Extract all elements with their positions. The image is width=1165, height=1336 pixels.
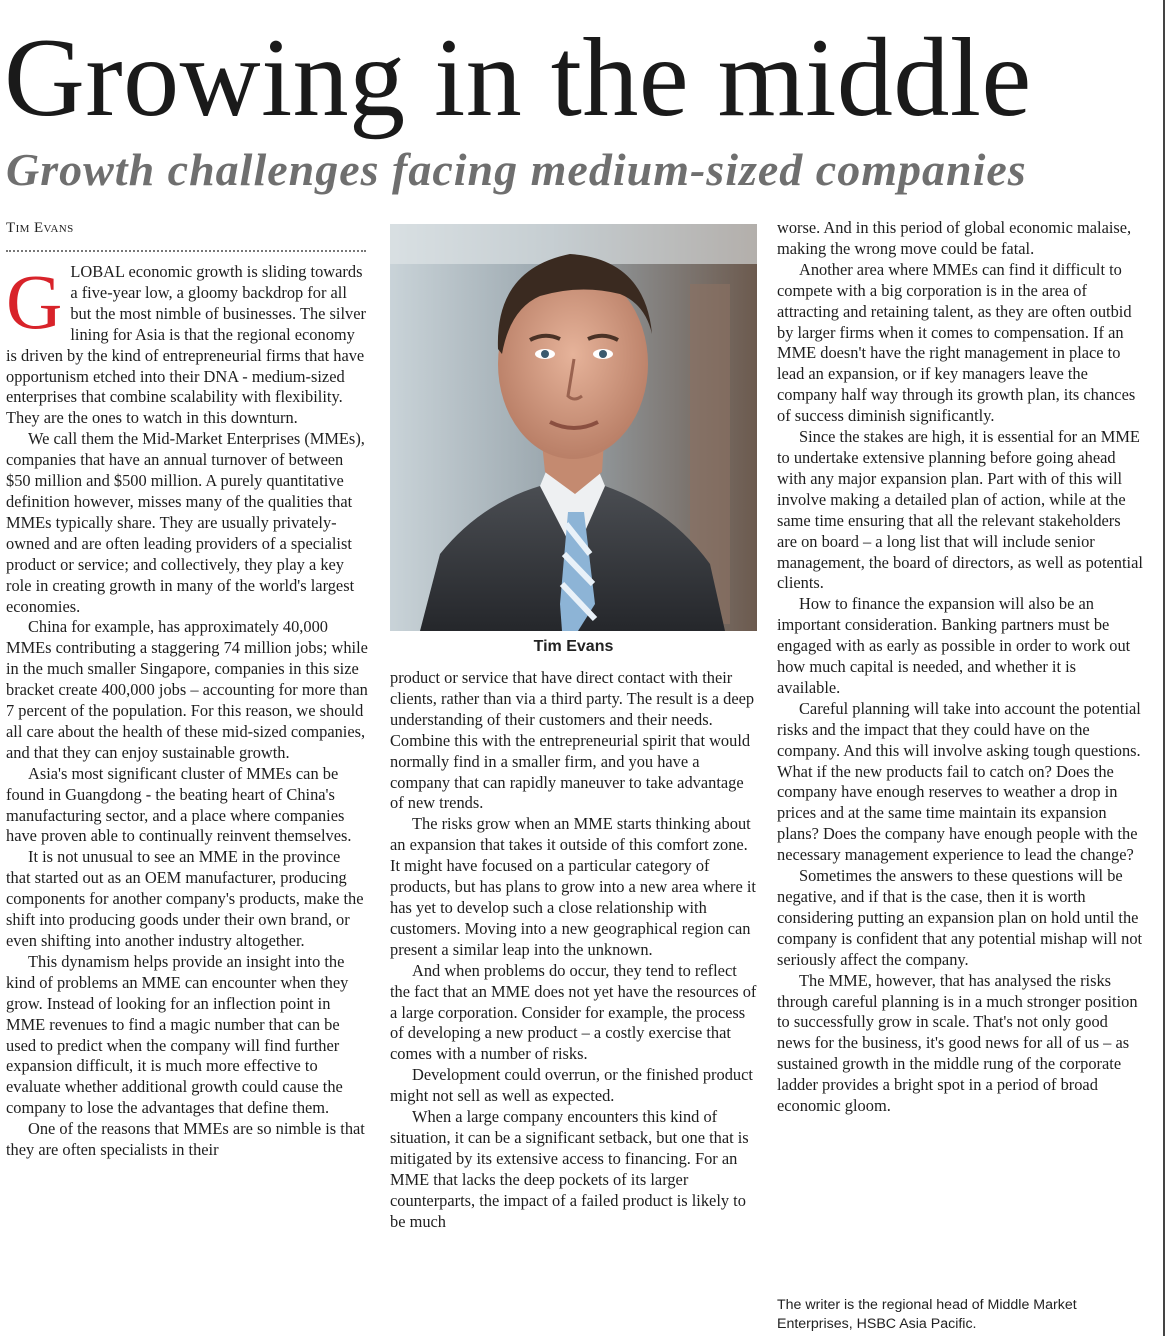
headline: Growing in the middle (4, 16, 1032, 140)
paragraph: The risks grow when an MME starts thinking about an expansion that takes it outside of this comfort zone. It might have focused on a particular category of products, but has plans to grow into a new area where it has yet to develop such a close relationship with customers. Moving into a new geographical region can present a similar leap into the unknown. (390, 814, 756, 959)
paragraph: Since the stakes are high, it is essential for an MME to undertake extensive planning before going ahead with any major expansion plan. Part with of this will involve making a detailed plan of action, while at the same time ensuring that all the relevant stakeholders are on board – a long list that will include senior management, the board of directors, as well as potential clients. (777, 427, 1143, 593)
paragraph: How to finance the expansion will also be an important consideration. Banking partners must be engaged with as early as possible in order to work out how much capital is needed, and whether it is available. (777, 594, 1131, 697)
author-note: The writer is the regional head of Middle Market Enterprises, HSBC Asia Pacific. (777, 1297, 1077, 1332)
drop-cap: G (6, 258, 63, 345)
lead-text: LOBAL economic growth is sliding towards a five-year low, a gloomy backdrop for all but the most nimble of businesses. The silver lining for Asia is that the regional economy is driven by the kind of entrepreneurial firms that have opportunism etched into their DNA - medium-sized enterprises that combine scalability with flexibility. They are the ones to watch in this downturn. (6, 262, 366, 428)
portrait-illustration (390, 224, 757, 631)
subheadline: Growth challenges facing medium-sized companies (6, 144, 1027, 195)
lead-paragraph (6, 258, 368, 429)
article-column-1 (6, 258, 368, 1161)
dotted-divider (6, 250, 366, 252)
paragraph: Asia's most significant cluster of MMEs can be found in Guangdong - the beating heart of China's manufacturing sector, and a place where companies have proven able to continually reinvent themselves. (6, 763, 352, 846)
paragraph: And when problems do occur, they tend to reflect the fact that an MME does not yet have the resources of a large corporation. Consider for example, the process of developing a new product – a costly exercise that comes with a number of risks. (390, 960, 757, 1064)
paragraph: China for example, has approximately 40,000 MMEs contributing a staggering 74 million jobs; while in the much smaller Singapore, companies in this size bracket create 400,000 jobs – accounting for more than 7 percent of the population. For this reason, we should all care about the health of these mid-sized companies, and that they can enjoy sustainable growth. (6, 617, 368, 762)
paragraph: It is not unusual to see an MME in the province that started out as an OEM manufacturer, producing components for another company's products, make the shift into producing goods under their own brand, or even shifting into another industry altogether. (6, 847, 364, 950)
paragraph: This dynamism helps provide an insight into the kind of problems an MME can encounter when they grow. Instead of looking for an inflection point in MME revenues to find a magic number that can be used to predict when the company will find further expansion difficult, it is much more effective to evaluate whether additional growth could cause the company to lose the advantages that define them. (6, 951, 349, 1118)
paragraph: Another area where MMEs can find it difficult to compete with a big corporation is in the area of attracting and retaining talent, as they are often outbid by larger firms when it comes to compensation. If an MME doesn't have the right management in place to lead an expansion, or if key managers leave the company half way through its growth plan, its chances of success diminish significantly. (777, 259, 1136, 426)
author-photo (390, 224, 757, 631)
paragraph: We call them the Mid-Market Enterprises (MMEs), companies that have an annual turnover of between $50 million and $500 million. A purely quantitative definition however, misses many of the qualities that MMEs typically share. They are usually privately-owned and are often leading providers of a specialist product or service; and collectively, they play a key role in creating growth in many of the world's largest economies. (6, 429, 365, 616)
paragraph: Careful planning will take into account the potential risks and the impact that they could have on the company. And this will involve asking tough questions. What if the new products fail to catch on? Does the company have enough reserves to weather a drop in prices and at the same time maintain its expansion plans? Does the company have enough people with the necessary management experience to lead the change? (777, 698, 1141, 865)
photo-caption: Tim Evans (533, 638, 614, 655)
paragraph: One of the reasons that MMEs are so nimble is that they are often specialists in their (6, 1119, 365, 1160)
paragraph: Sometimes the answers to these questions will be negative, and if that is the case, then it is worth considering putting an expansion plan on hold until the company is confident that any potential mishap will not seriously affect the company. (777, 866, 1143, 969)
paragraph: The MME, however, that has analysed the risks through careful planning is in a much stronger position to successfully grow in scale. That's not only good news for the business, it's good news for all of us – as sustained growth in the middle rung of the corporate ladder provides a bright spot in a period of broad economic gloom. (777, 970, 1138, 1116)
byline: Tim Evans (6, 220, 74, 236)
paragraph: Development could overrun, or the finished product might not sell as well as expected. (390, 1065, 753, 1106)
paragraph: product or service that have direct contact with their clients, rather than via a third party. The result is a deep understanding of their customers and their needs. Combine this with the entrepreneurial spirit that would normally find in a smaller firm, and you have a company that can rapidly maneuver to take advantage of new trends. (390, 668, 755, 813)
paragraph: worse. And in this period of global economic malaise, making the wrong move could be fatal. (777, 218, 1132, 258)
article-column-3 (777, 218, 1143, 1117)
article-column-2 (390, 668, 758, 1232)
paragraph: When a large company encounters this kind of situation, it can be a significant setback, but one that is mitigated by its extensive access to financing. For an MME that lacks the deep pockets of its larger counterparts, the impact of a failed product is likely to be much (390, 1107, 749, 1231)
